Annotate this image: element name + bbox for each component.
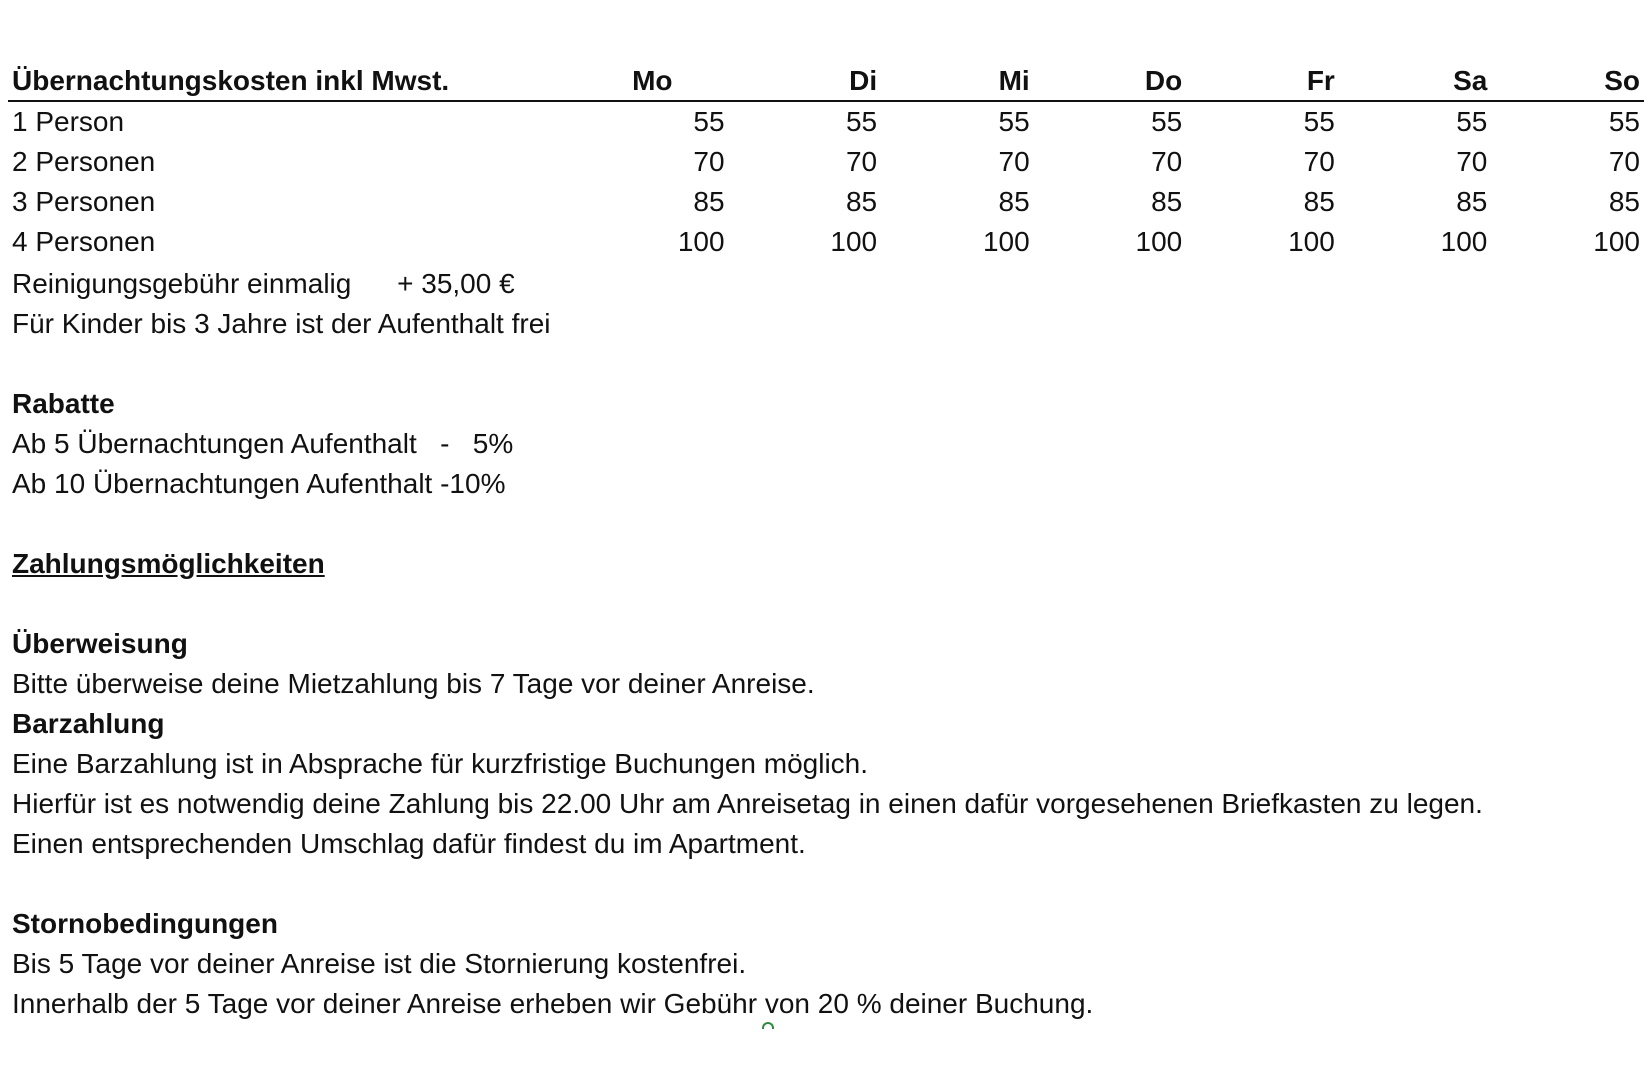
row-label: 1 Person: [12, 106, 125, 137]
spacer: [12, 584, 1483, 624]
price-cell: 70: [1608, 146, 1640, 177]
price-cell: 100: [1440, 226, 1488, 257]
payment-title: Zahlungsmöglichkeiten: [12, 548, 325, 579]
price-cell: 70: [845, 146, 878, 177]
cancellation-text: Innerhalb der 5 Tage vor deiner Anreise erheben wir Gebühr von 20 % deiner Buchung.: [12, 988, 1094, 1019]
price-table-header-row: [8, 62, 1644, 101]
spacer: [12, 864, 1483, 904]
day-header-do: Do: [1034, 62, 1187, 101]
row-label: 4 Personen: [12, 226, 156, 257]
cancellation-title: Stornobedingungen: [12, 908, 278, 939]
discount-line: Ab 5 Übernachtungen Aufenthalt - 5%: [12, 428, 514, 459]
notes-section: [12, 264, 1483, 1024]
discounts-title: Rabatte: [12, 388, 115, 419]
price-cell: 55: [1151, 106, 1183, 137]
price-cell: 55: [693, 106, 725, 137]
price-cell: 85: [1151, 186, 1183, 217]
price-cell: 100: [1288, 226, 1335, 257]
cash-text: Hierfür ist es notwendig deine Zahlung bis 22.00 Uhr am Anreisetag in einen dafür vorgesehenen Briefkasten zu legen.: [12, 788, 1483, 819]
children-note: Für Kinder bis 3 Jahre ist der Aufenthalt frei: [12, 308, 551, 339]
price-cell: 100: [1135, 226, 1183, 257]
transfer-title: Überweisung: [12, 628, 188, 659]
day-header-so: So: [1491, 62, 1644, 101]
table-row: [8, 101, 1644, 142]
price-table-header-label: Übernachtungskosten inkl Mwst.: [8, 62, 576, 101]
price-cell: 85: [1608, 186, 1640, 217]
cleaning-fee-line: [12, 264, 1483, 304]
price-cell: 55: [1456, 106, 1488, 137]
day-header-mi: Mi: [881, 62, 1034, 101]
price-cell: 55: [1608, 106, 1640, 137]
day-header-fr: Fr: [1186, 62, 1339, 101]
price-cell: 85: [1303, 186, 1335, 217]
spacer: [12, 344, 1483, 384]
price-cell: 85: [998, 186, 1030, 217]
cleaning-fee-label: Reinigungsgebühr einmalig: [12, 268, 352, 299]
price-cell: 55: [845, 106, 878, 137]
cash-text: Einen entsprechenden Umschlag dafür findest du im Apartment.: [12, 828, 806, 859]
cleaning-fee-amount: + 35,00 €: [397, 268, 515, 299]
price-cell: 100: [677, 226, 725, 257]
cancellation-text: Bis 5 Tage vor deiner Anreise ist die Stornierung kostenfrei.: [12, 948, 747, 979]
price-cell: 70: [998, 146, 1030, 177]
table-row: [8, 142, 1644, 182]
price-cell: 55: [1303, 106, 1335, 137]
price-cell: 55: [998, 106, 1030, 137]
price-cell: 85: [1456, 186, 1488, 217]
price-cell: 100: [830, 226, 878, 257]
cash-text: Eine Barzahlung ist in Absprache für kurzfristige Buchungen möglich.: [12, 748, 869, 779]
day-header-di: Di: [729, 62, 882, 101]
price-cell: 70: [1303, 146, 1335, 177]
price-cell: 70: [693, 146, 725, 177]
row-label: 2 Personen: [12, 146, 156, 177]
day-header-sa: Sa: [1339, 62, 1492, 101]
spacer: [12, 504, 1483, 544]
spellcheck-marker-icon: [762, 1022, 774, 1029]
price-table: [8, 62, 1644, 262]
price-cell: 85: [845, 186, 878, 217]
price-cell: 70: [1456, 146, 1488, 177]
cash-title: Barzahlung: [12, 708, 165, 739]
discount-line: Ab 10 Übernachtungen Aufenthalt -10%: [12, 468, 506, 499]
price-cell: 100: [982, 226, 1030, 257]
price-cell: 70: [1151, 146, 1183, 177]
table-row: [8, 182, 1644, 222]
price-cell: 85: [693, 186, 725, 217]
row-label: 3 Personen: [12, 186, 156, 217]
table-row: [8, 222, 1644, 262]
price-cell: 100: [1593, 226, 1640, 257]
transfer-text: Bitte überweise deine Mietzahlung bis 7 Tage vor deiner Anreise.: [12, 668, 815, 699]
day-header-mo: Mo: [576, 62, 729, 101]
